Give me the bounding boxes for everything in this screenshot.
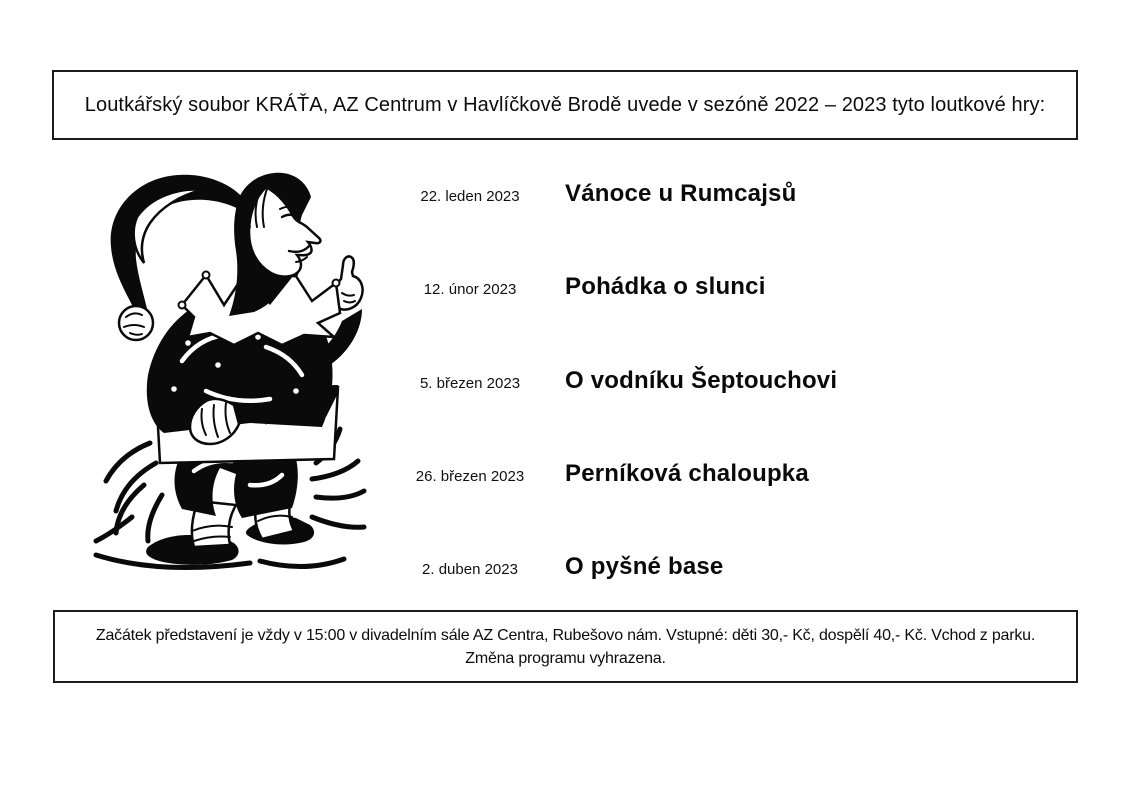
schedule-row: [395, 553, 723, 581]
show-title: Perníková chaloupka: [565, 460, 809, 487]
show-title: O vodníku Šeptouchovi: [565, 367, 838, 394]
header-box: [52, 70, 1078, 140]
show-date: 26. březen 2023: [415, 468, 525, 485]
show-title: Vánoce u Rumcajsů: [565, 180, 797, 207]
footer-box: [53, 610, 1078, 683]
schedule-row: [395, 273, 766, 301]
footer-line-2: Změna programu vyhrazena.: [465, 649, 666, 667]
show-date: 12. únor 2023: [423, 281, 517, 298]
show-date: 2. duben 2023: [422, 561, 518, 578]
schedule-row: [395, 367, 837, 395]
jester-illustration: [90, 165, 370, 575]
show-date: 22. leden 2023: [420, 188, 520, 205]
show-title: O pyšné base: [565, 553, 724, 580]
footer-line-1: Začátek představení je vždy v 15:00 v divadelním sále AZ Centra, Rubešovo nám. Vstupné: děti 30,- Kč, dospělí 40,- Kč. Vchod z parku.: [95, 626, 1036, 644]
header-title: Loutkářský soubor KRÁŤA, AZ Centrum v Havlíčkově Brodě uvede v sezóně 2022 – 2023 tyto loutkové hry:: [84, 93, 1046, 116]
show-date: 5. březen 2023: [419, 375, 521, 392]
artist-signature: H: [266, 494, 277, 511]
schedule-row: [395, 180, 796, 208]
show-title: Pohádka o slunci: [565, 273, 766, 300]
schedule-row: [395, 460, 809, 488]
